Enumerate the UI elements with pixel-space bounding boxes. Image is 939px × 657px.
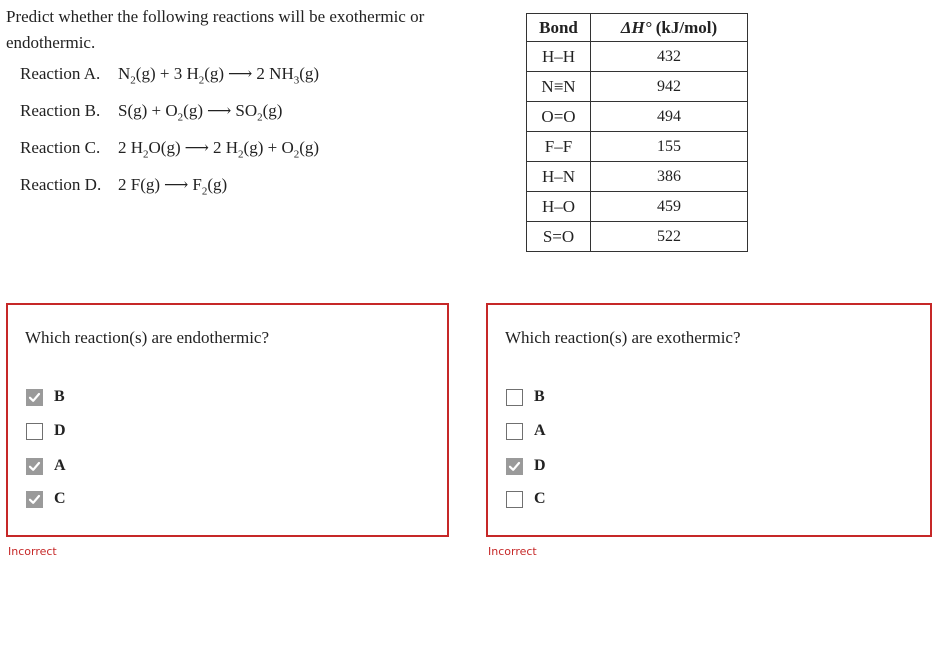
exothermic-option-b[interactable] — [506, 386, 545, 408]
enthalpy-column-header — [591, 14, 748, 42]
reaction-arrow-icon: ⟶ — [164, 175, 189, 194]
formula-text: (g) — [299, 138, 320, 157]
exothermic-option-c[interactable] — [506, 488, 546, 510]
endothermic-option-c[interactable] — [26, 488, 66, 510]
bond-cell: O=O — [527, 102, 591, 132]
checkmark-icon — [28, 391, 41, 404]
bond-cell: H–N — [527, 162, 591, 192]
question-prompt: Predict whether the following reactions will be exothermic or endothermic. — [6, 7, 425, 52]
option-label: A — [534, 422, 546, 439]
checkbox[interactable] — [26, 389, 43, 406]
enthalpy-symbol: ΔH° — [620, 17, 652, 37]
formula-text: 2 H — [118, 138, 144, 157]
reaction-c — [20, 138, 319, 175]
enthalpy-cell: 942 — [591, 72, 748, 102]
exothermic-option-d[interactable] — [506, 455, 546, 477]
reaction-b — [20, 101, 319, 138]
formula-text: 2 H — [213, 138, 239, 157]
subscript: 2 — [130, 74, 136, 87]
table-row — [527, 132, 748, 162]
subscript: 2 — [257, 111, 263, 124]
reaction-arrow-icon: ⟶ — [228, 64, 253, 83]
subscript: 2 — [201, 185, 208, 198]
formula-text: SO — [235, 101, 258, 120]
reaction-arrow-icon: ⟶ — [184, 138, 210, 157]
table-header-row — [527, 14, 748, 42]
checkmark-icon — [28, 460, 41, 473]
endothermic-question-box — [6, 303, 449, 537]
option-label: B — [54, 388, 65, 405]
formula-text: (g) — [262, 101, 283, 120]
checkbox[interactable] — [506, 458, 523, 475]
endothermic-option-a[interactable] — [26, 455, 66, 477]
checkbox[interactable] — [506, 423, 523, 440]
subscript: 3 — [293, 74, 300, 87]
endothermic-option-d[interactable] — [26, 420, 66, 442]
exothermic-question-box — [486, 303, 932, 537]
checkbox[interactable] — [26, 491, 43, 508]
reaction-d — [20, 175, 319, 212]
option-label: A — [54, 457, 66, 474]
checkmark-icon — [28, 493, 41, 506]
enthalpy-cell: 155 — [591, 132, 748, 162]
reaction-equation — [118, 175, 227, 197]
bond-column-header: Bond — [527, 14, 591, 42]
formula-text: O(g) — [148, 138, 181, 157]
subscript: 2 — [198, 74, 205, 87]
subscript: 2 — [143, 148, 149, 161]
formula-text: 2 NH — [256, 64, 294, 83]
enthalpy-cell: 494 — [591, 102, 748, 132]
reaction-equation — [118, 138, 319, 160]
bond-enthalpy-table — [526, 13, 748, 252]
subscript: 2 — [177, 111, 184, 124]
option-label: D — [534, 457, 546, 474]
endothermic-feedback: Incorrect — [8, 545, 57, 558]
reaction-list — [20, 64, 319, 212]
formula-text: (g) + O — [243, 138, 294, 157]
formula-text: (g) — [299, 64, 320, 83]
bond-cell: H–H — [527, 42, 591, 72]
checkbox[interactable] — [26, 458, 43, 475]
exothermic-option-a[interactable] — [506, 420, 546, 442]
bond-cell: F–F — [527, 132, 591, 162]
endothermic-option-b[interactable] — [26, 386, 65, 408]
formula-text: (g) — [204, 64, 225, 83]
formula-text: F — [192, 175, 202, 194]
enthalpy-cell: 386 — [591, 162, 748, 192]
option-label: C — [534, 490, 546, 507]
formula-text: S(g) + O — [118, 101, 178, 120]
option-label: B — [534, 388, 545, 405]
exothermic-feedback: Incorrect — [488, 545, 537, 558]
reaction-label: Reaction A. — [20, 64, 101, 83]
table-row — [527, 102, 748, 132]
endothermic-question-text: Which reaction(s) are endothermic? — [25, 328, 270, 347]
checkmark-icon — [508, 460, 521, 473]
reaction-equation — [118, 101, 282, 123]
enthalpy-unit: (kJ/mol) — [651, 17, 718, 37]
enthalpy-cell: 522 — [591, 222, 748, 252]
bond-cell: S=O — [527, 222, 591, 252]
formula-text: (g) + 3 H — [135, 64, 199, 83]
table-row — [527, 192, 748, 222]
subscript: 2 — [293, 148, 300, 161]
option-label: D — [54, 422, 66, 439]
checkbox[interactable] — [26, 423, 43, 440]
table-row — [527, 162, 748, 192]
enthalpy-cell: 432 — [591, 42, 748, 72]
bond-cell: N≡N — [527, 72, 591, 102]
table-row — [527, 42, 748, 72]
reaction-equation — [118, 64, 319, 86]
reaction-label: Reaction C. — [20, 138, 101, 157]
reaction-label: Reaction D. — [20, 175, 102, 194]
formula-text: N — [118, 64, 131, 83]
table-row — [527, 222, 748, 252]
formula-text: (g) — [183, 101, 203, 120]
formula-text: (g) — [207, 175, 228, 194]
enthalpy-cell: 459 — [591, 192, 748, 222]
checkbox[interactable] — [506, 389, 523, 406]
reaction-a — [20, 64, 319, 101]
subscript: 2 — [238, 148, 244, 161]
exothermic-question-text: Which reaction(s) are exothermic? — [505, 328, 741, 347]
table-row — [527, 72, 748, 102]
reaction-label: Reaction B. — [20, 101, 101, 120]
formula-text: 2 F(g) — [118, 175, 161, 194]
checkbox[interactable] — [506, 491, 523, 508]
reaction-arrow-icon: ⟶ — [206, 101, 232, 120]
bond-cell: H–O — [527, 192, 591, 222]
option-label: C — [54, 490, 66, 507]
